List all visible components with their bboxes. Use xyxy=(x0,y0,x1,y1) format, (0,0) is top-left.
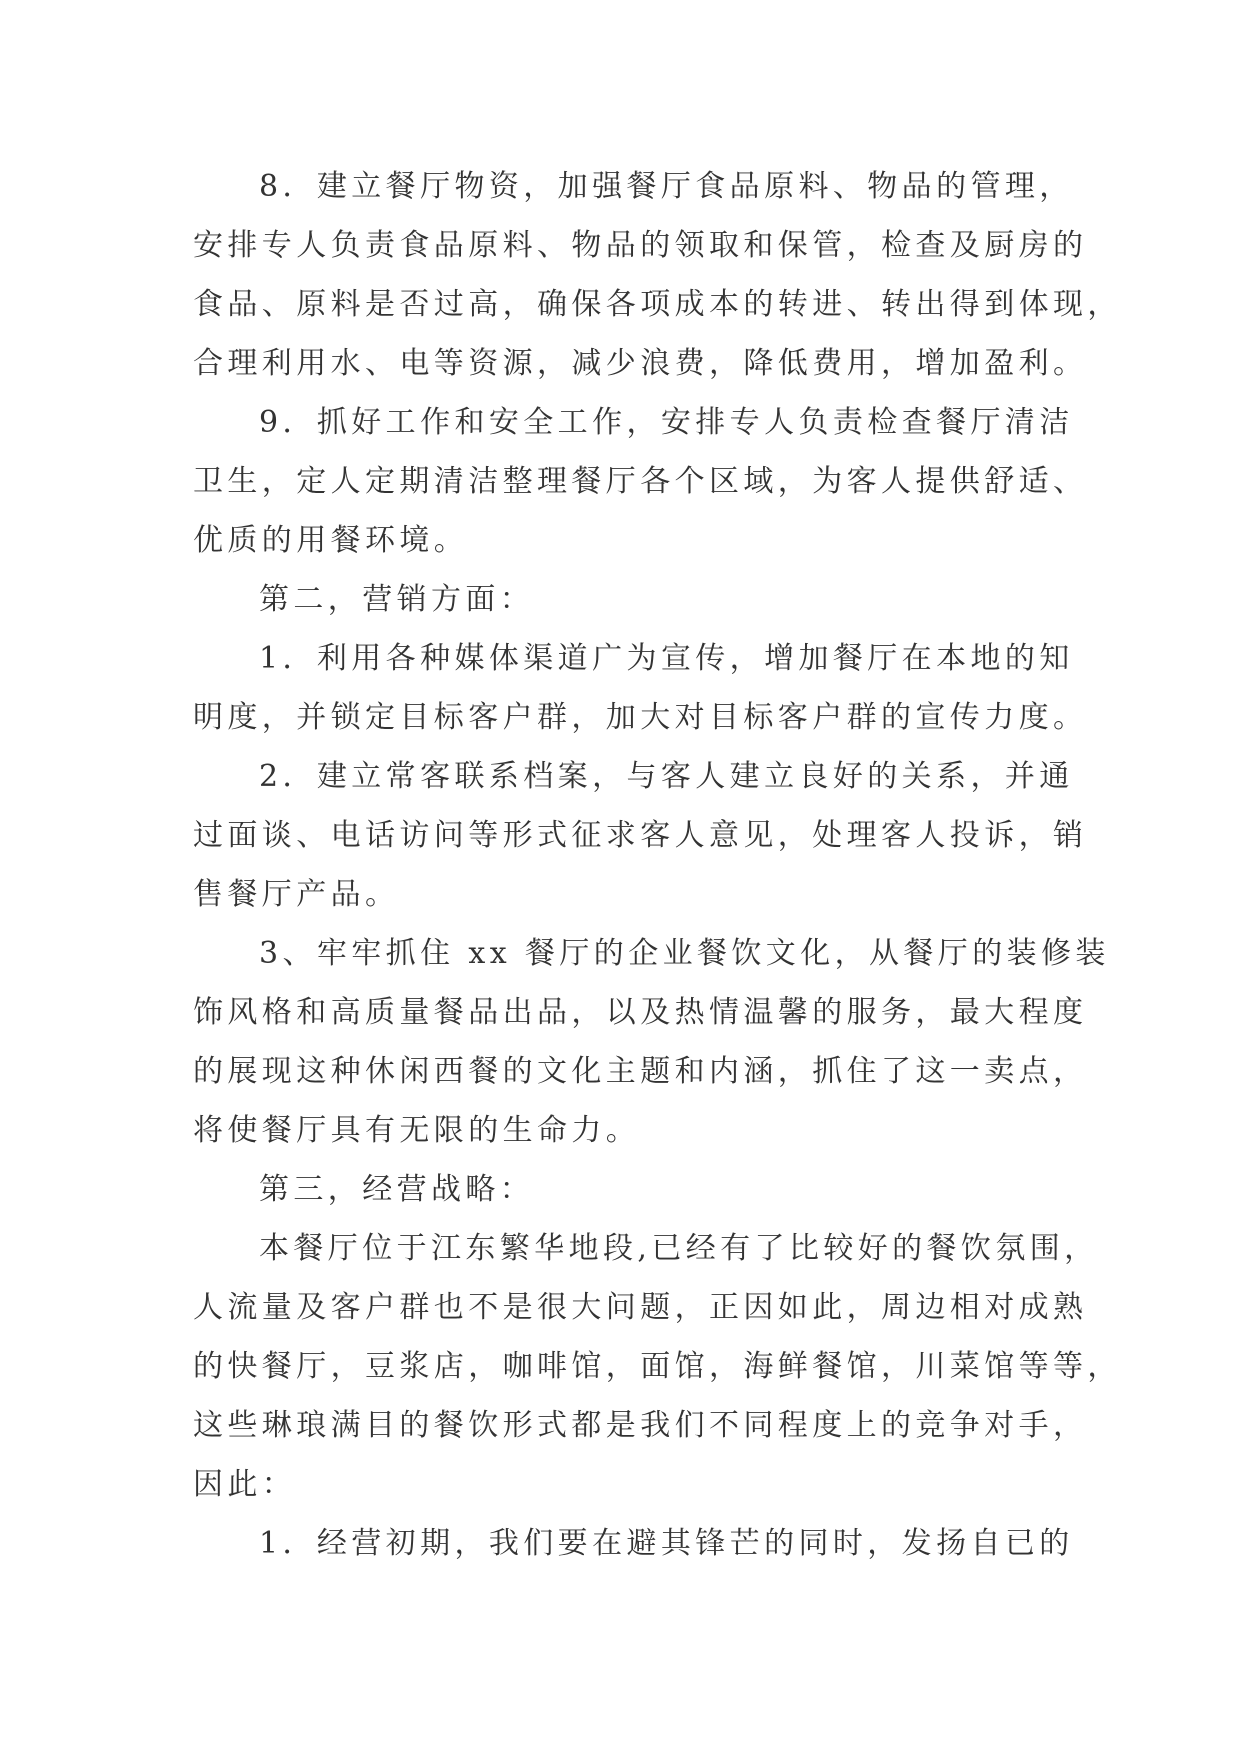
text-line: 3、牢牢抓住 xx 餐厅的企业餐饮文化，从餐厅的装修装 xyxy=(259,936,1110,971)
text-line: 1．经营初期，我们要在避其锋芒的同时，发扬自已的 xyxy=(259,1526,1074,1561)
text-line: 1．利用各种媒体渠道广为宣传，增加餐厅在本地的知 xyxy=(259,641,1074,676)
text-line: 售餐厅产品。 xyxy=(193,877,400,912)
section-heading: 第三，经营战略： xyxy=(259,1172,535,1207)
text-line: 9．抓好工作和安全工作，安排专人负责检查餐厅清洁 xyxy=(259,405,1074,440)
text-line: 这些琳琅满目的餐饮形式都是我们不同程度上的竞争对手， xyxy=(193,1408,1088,1443)
text-line: 安排专人负责食品原料、物品的领取和保管，检查及厨房的 xyxy=(193,228,1088,263)
document-body xyxy=(193,157,1122,1573)
text-line: 饰风格和高质量餐品出品，以及热情温馨的服务，最大程度 xyxy=(193,995,1088,1030)
text-line: 2．建立常客联系档案，与客人建立良好的关系，并通 xyxy=(259,759,1074,794)
text-line: 8．建立餐厅物资，加强餐厅食品原料、物品的管理， xyxy=(259,169,1074,204)
text-line: 人流量及客户群也不是很大问题，正因如此，周边相对成熟 xyxy=(193,1290,1088,1325)
text-line: 的展现这种休闲西餐的文化主题和内涵，抓住了这一卖点， xyxy=(193,1054,1088,1089)
section-heading: 第二，营销方面： xyxy=(259,582,535,617)
text-line: 过面谈、电话访问等形式征求客人意见，处理客人投诉，销 xyxy=(193,818,1088,853)
text-line: 合理利用水、电等资源，减少浪费，降低费用，增加盈利。 xyxy=(193,346,1088,381)
text-line: 本餐厅位于江东繁华地段,已经有了比较好的餐饮氛围， xyxy=(259,1231,1099,1266)
text-line: 将使餐厅具有无限的生命力。 xyxy=(193,1113,641,1148)
text-line: 因此： xyxy=(193,1467,297,1502)
text-line: 优质的用餐环境。 xyxy=(193,523,469,558)
text-line: 卫生，定人定期清洁整理餐厅各个区域，为客人提供舒适、 xyxy=(193,464,1088,499)
text-line: 的快餐厅，豆浆店，咖啡馆，面馆，海鲜餐馆，川菜馆等等， xyxy=(193,1349,1122,1384)
text-line: 明度，并锁定目标客户群，加大对目标客户群的宣传力度。 xyxy=(193,700,1088,735)
text-line: 食品、原料是否过高，确保各项成本的转进、转出得到体现， xyxy=(193,287,1122,322)
